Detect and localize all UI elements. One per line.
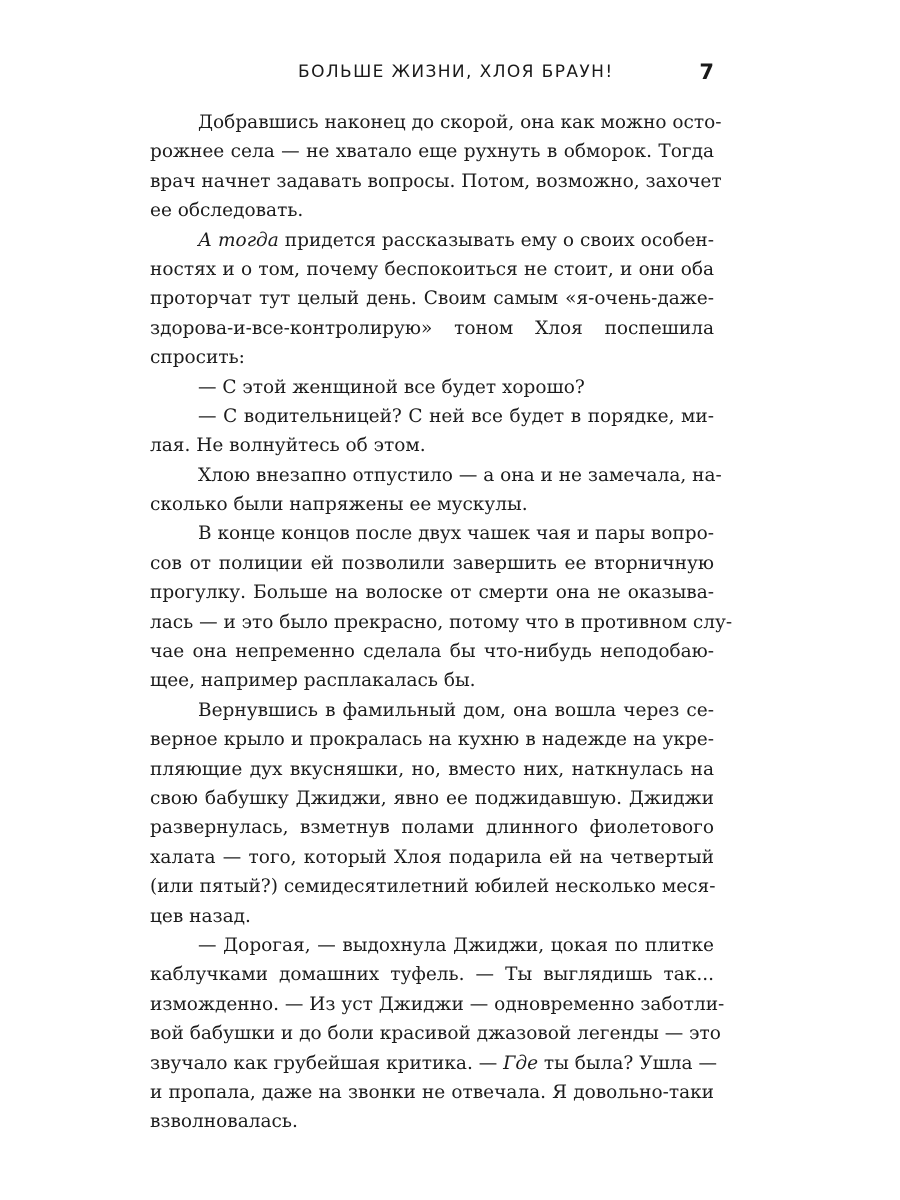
text-line: Добравшись наконец до скорой, она как можно осто- <box>198 112 722 133</box>
text-line: чае она непременно сделала бы что-нибудь неподобаю- <box>150 641 714 663</box>
text-line: — С водительницей? С ней все будет в порядке, ми- <box>198 405 714 427</box>
text-line: пляющие дух вкусняшки, но, вместо них, наткнулась на <box>150 758 714 780</box>
text-line: сколько были напряжены ее мускулы. <box>150 494 528 516</box>
text-line: ее обследовать. <box>150 200 304 222</box>
text-line: — Дорогая, — выдохнула Джиджи, цокая по плитке <box>198 934 714 956</box>
text-line: прогулку. Больше на волоске от смерти она не оказыва- <box>150 582 714 604</box>
running-title: БОЛЬШЕ ЖИЗНИ, ХЛОЯ БРАУН! <box>298 62 614 82</box>
text-line: халата — того, который Хлоя подарила ей на четвертый <box>150 846 714 868</box>
text-line: сов от полиции ей позволили завершить ее вторничную <box>150 552 714 574</box>
text-line: спросить: <box>150 347 245 369</box>
text-line: свою бабушку Джиджи, явно ее поджидавшую. Джиджи <box>150 787 714 809</box>
text-line: вой бабушки и до боли красивой джазовой легенды — это <box>150 1023 721 1045</box>
text-line: изможденно. — Из уст Джиджи — одновременно заботли- <box>150 993 725 1015</box>
text-line: цев назад. <box>150 905 251 927</box>
text-line: врач начнет задавать вопросы. Потом, возможно, захочет <box>150 170 722 192</box>
text-line: и пропала, даже на звонки не отвечала. Я довольно-таки <box>150 1081 714 1103</box>
text-line: Хлою внезапно отпустило — а она и не замечала, на- <box>198 464 722 486</box>
text-line: рожнее села — не хватало еще рухнуть в обморок. Тогда <box>150 141 714 163</box>
running-header <box>150 62 714 88</box>
text-line: (или пятый?) семидесятилетний юбилей несколько меся- <box>150 876 716 898</box>
text-line: А тогда придется рассказывать ему о своих особен- <box>198 229 714 251</box>
text-line: верное крыло и прокралась на кухню в надежде на укре- <box>150 729 714 751</box>
italic-phrase: А тогда <box>198 229 279 251</box>
text-line: взволновалась. <box>150 1111 298 1133</box>
text-line: лась — и это было прекрасно, потому что в противном слу- <box>150 611 733 633</box>
text-line: щее, например расплакалась бы. <box>150 670 476 692</box>
text-line: ностях и о том, почему беспокоиться не стоит, и они оба <box>150 258 714 280</box>
text-line: развернулась, взметнув полами длинного фиолетового <box>150 817 714 839</box>
body-text <box>150 108 733 1137</box>
text-line: Вернувшись в фамильный дом, она вошла через се- <box>198 699 714 721</box>
text-line: — С этой женщиной все будет хорошо? <box>198 376 585 398</box>
text-line: здорова-и-все-контролирую» тоном Хлоя поспешила <box>150 317 714 339</box>
text-line: лая. Не волнуйтесь об этом. <box>150 435 426 457</box>
text-line: проторчат тут целый день. Своим самым «я-очень-даже- <box>150 288 714 310</box>
page-number: 7 <box>699 60 714 84</box>
text-line: В конце концов после двух чашек чая и пары вопро- <box>198 523 714 545</box>
italic-phrase: Где <box>503 1052 539 1074</box>
text-line: звучало как грубейшая критика. — Где ты была? Ушла — <box>150 1052 717 1074</box>
text-line: каблучками домашних туфель. — Ты выглядишь так... <box>150 964 714 986</box>
